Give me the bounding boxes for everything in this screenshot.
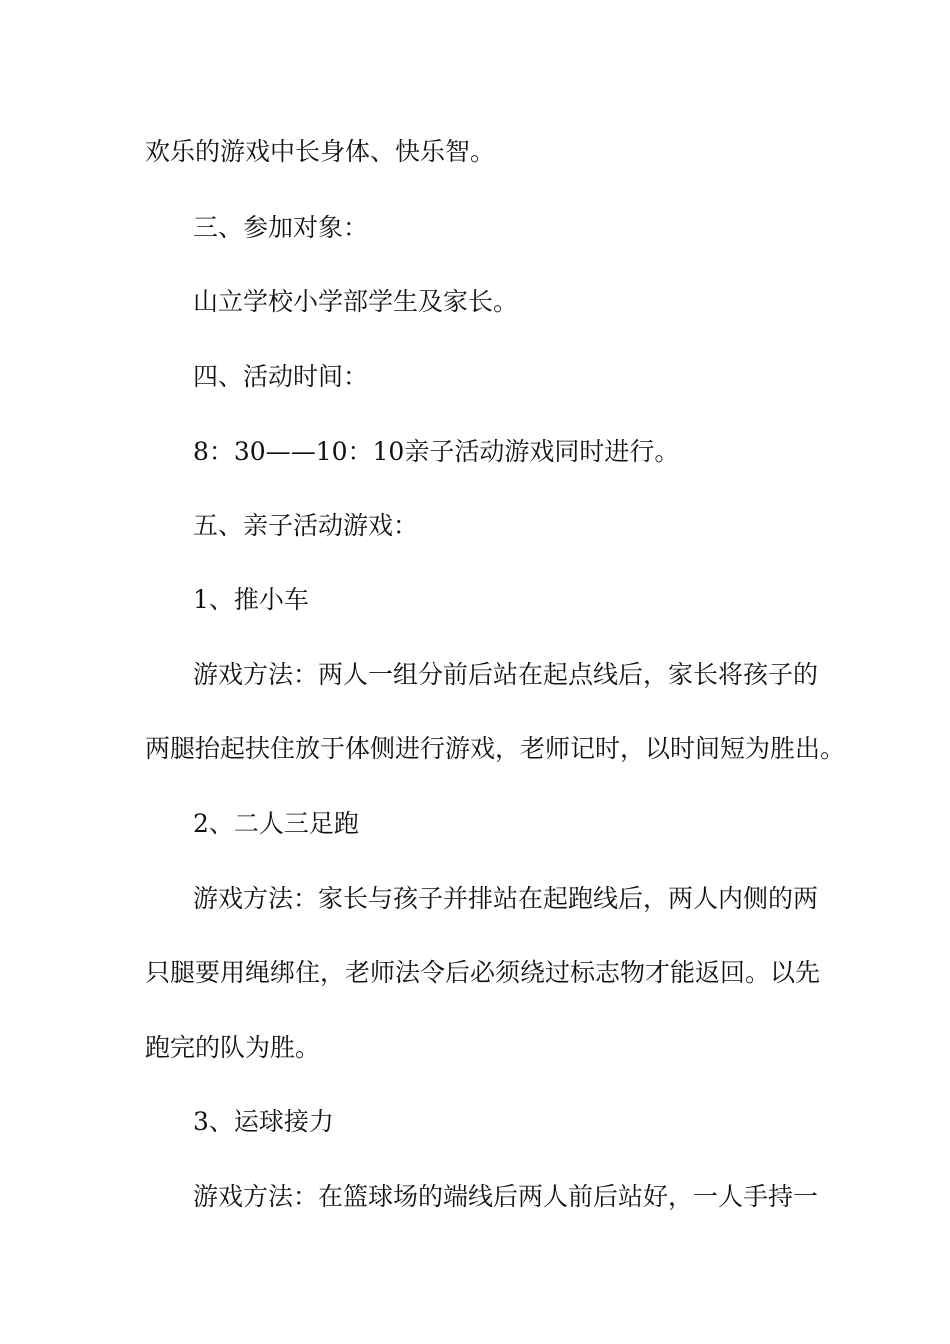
game-method-1-line-2: 两腿抬起扶住放于体侧进行游戏，老师记时，以时间短为胜出。	[145, 734, 846, 763]
game-method-2-line-2: 只腿要用绳绑住，老师法令后必须绕过标志物才能返回。以先	[145, 958, 821, 987]
game-method-2-line-3: 跑完的队为胜。	[145, 1033, 321, 1062]
paragraph-continuation: 欢乐的游戏中长身体、快乐智。	[145, 137, 496, 166]
game-method-1-line-1: 游戏方法：两人一组分前后站在起点线后，家长将孩子的	[193, 660, 819, 689]
game-title-1: 1、推小车	[193, 585, 309, 614]
section-heading-time: 四、活动时间：	[193, 362, 369, 391]
game-title-2: 2、二人三足跑	[193, 809, 359, 838]
game-method-3-line-1: 游戏方法：在篮球场的端线后两人前后站好，一人手持一	[193, 1182, 819, 1211]
section-heading-participants: 三、参加对象：	[193, 213, 369, 242]
time-text: 8：30——10：10亲子活动游戏同时进行。	[193, 437, 680, 466]
participants-text: 山立学校小学部学生及家长。	[193, 287, 519, 316]
game-title-3: 3、运球接力	[193, 1107, 334, 1136]
section-heading-games: 五、亲子活动游戏：	[193, 511, 419, 540]
game-method-2-line-1: 游戏方法：家长与孩子并排站在起跑线后，两人内侧的两	[193, 884, 819, 913]
